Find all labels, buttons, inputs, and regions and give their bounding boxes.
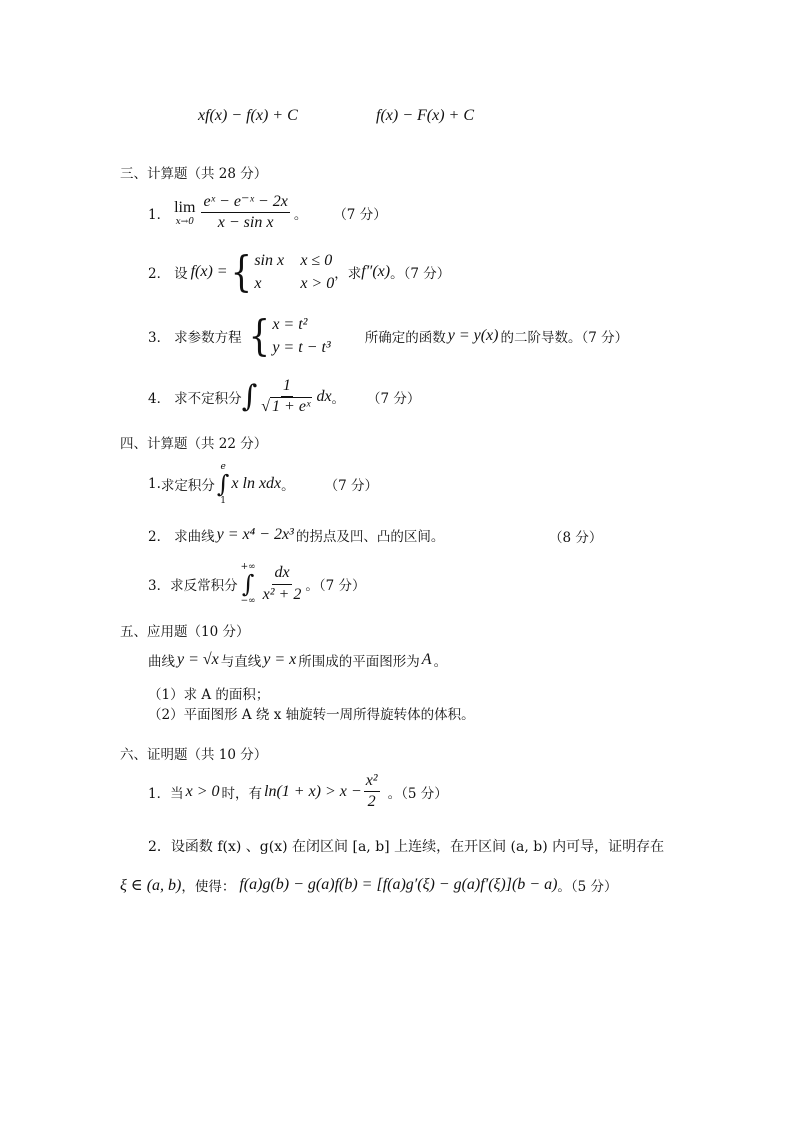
upper-limit: +∞ (240, 562, 256, 572)
case-1-expr: sin x (254, 252, 285, 269)
eq-line-2: y = t − t³ (272, 339, 331, 357)
lower-limit: 1 (220, 496, 227, 506)
sec5-intro (148, 650, 447, 670)
score: （7 分） (367, 390, 421, 407)
score: 。（7 分） (305, 578, 366, 594)
limit (174, 199, 195, 227)
q-number: 4． (148, 390, 171, 407)
q4-1 (148, 462, 378, 506)
q-mid: 时，有 (221, 785, 262, 802)
sec5-item-2: （2）平面图形 A 绕 x 轴旋转一周所得旋转体的体积。 (148, 707, 475, 723)
intro-text-c: 所围成的平面图形为 (298, 654, 420, 670)
left-brace: { (248, 311, 270, 361)
q6-1 (148, 772, 448, 812)
integral-sign: ∫ (241, 378, 258, 414)
section-4-heading: 四、计算题（共 22 分） (120, 436, 268, 452)
q4-2 (148, 525, 444, 545)
score: 。（7 分） (390, 266, 451, 283)
q3-4 (148, 377, 420, 417)
intro-text-d: 。 (433, 654, 448, 670)
q3-3 (148, 313, 628, 359)
dx: dx (316, 387, 332, 405)
numerator: x² (364, 772, 380, 792)
denominator: x − sin x (217, 214, 274, 232)
score: 。（5 分） (557, 879, 618, 895)
period: 。 (281, 478, 295, 494)
q-pre: 当 (170, 785, 184, 802)
score: 。（5 分） (387, 785, 448, 802)
param-equations (272, 313, 330, 359)
period: 。 (293, 206, 308, 223)
q3-2 (148, 249, 450, 295)
section-5-heading: 五、应用题（10 分） (120, 624, 250, 640)
sec5-item-1: （1）求 A 的面积； (148, 687, 270, 703)
denominator: x² + 2 (262, 585, 302, 603)
q6-2-line-1: 2．设函数 f(x) 、g(x) 在闭区间 [a, b] 上连续，在开区间 (a, b) 内可导，证明存在 (148, 839, 665, 855)
condition: x > 0 (185, 782, 220, 800)
q-mid: ，使得： (181, 879, 236, 895)
line-equation: y = x (263, 651, 297, 668)
expression-1: xf(x) − f(x) + C (198, 107, 298, 124)
function-expr: y = y(x) (447, 327, 499, 345)
curve-equation: y = x⁴ − 2x³ (216, 526, 294, 543)
q4-3 (148, 562, 365, 606)
upper-limit: e (220, 462, 226, 472)
q-number: 1． (148, 785, 171, 802)
q-number: 2． (148, 266, 171, 283)
intro-text-b: 与直线 (220, 654, 262, 670)
sqrt-argument: 1 + eˣ (272, 398, 311, 416)
q-pre: 求反常积分 (170, 578, 238, 594)
q-mid: 所确定的函数 (364, 330, 446, 347)
score: （7 分） (333, 206, 387, 223)
section-6-heading: 六、证明题（共 10 分） (120, 747, 268, 763)
f-double-prime: f″(x) (361, 263, 391, 281)
numerator: 1 (281, 377, 293, 397)
lim-text: lim (174, 198, 196, 216)
q6-2-line-2 (120, 875, 618, 895)
numerator: eˣ − e⁻ˣ − 2x (201, 193, 289, 213)
case-1-cond: x ≤ 0 (300, 252, 333, 269)
q-post: 的拐点及凹、凸的区间。 (295, 529, 445, 545)
region-name: A (421, 651, 432, 668)
eq-line-1: x = t² (272, 316, 308, 333)
period: 。 (331, 390, 346, 407)
fx: f(x) = (190, 263, 228, 281)
integral-sign: ∫ (241, 570, 255, 598)
expression-2: f(x) − F(x) + C (376, 107, 474, 124)
denominator: √ 1 + eˣ (261, 398, 311, 416)
q4-2-score: （8 分） (549, 530, 603, 546)
q-pre: 设 (174, 266, 188, 283)
equation: f(a)g(b) − g(a)f(b) = [f(a)g′(ξ) − g(a)f′(ξ)](b − a) (239, 876, 558, 893)
q-pre: 求曲线 (174, 529, 215, 545)
q-post: 的二阶导数。（7 分） (500, 330, 629, 347)
q-number: 1． (148, 206, 171, 223)
numerator: dx (272, 564, 291, 584)
curve-equation: y = √x (177, 651, 219, 668)
q3-1 (148, 193, 387, 233)
lim-sub: x→0 (175, 216, 194, 227)
section-3-heading: 三、计算题（共 28 分） (120, 166, 268, 182)
left-brace: { (230, 247, 252, 297)
fraction (201, 193, 289, 233)
fraction (261, 564, 304, 604)
q-number: 3． (148, 578, 171, 594)
case-2-expr: x (254, 275, 262, 293)
denominator: 2 (367, 793, 376, 811)
case-2-cond: x > 0 (300, 275, 335, 293)
inequality: ln(1 + x) > x − (264, 782, 362, 800)
q-number: 2． (148, 529, 171, 545)
intro-text-a: 曲线 (148, 654, 175, 670)
lower-limit: −∞ (240, 596, 256, 606)
cases (254, 249, 334, 295)
score: （7 分） (324, 478, 379, 494)
definite-integral (217, 462, 230, 506)
improper-integral (241, 562, 256, 606)
fraction (259, 377, 314, 417)
q-mid: ，求 (334, 266, 362, 283)
integrand: x ln xdx (231, 475, 282, 492)
integral-sign: ∫ (216, 470, 230, 498)
fraction (364, 772, 380, 812)
q-pre: 求参数方程 (174, 330, 242, 347)
q-pre: 求不定积分 (174, 390, 242, 407)
q-pre: 求定积分 (160, 478, 215, 494)
xi-condition: ξ ∈ (a, b) (120, 877, 182, 894)
q-number: 1. (148, 476, 161, 492)
q-number: 3． (148, 330, 171, 347)
